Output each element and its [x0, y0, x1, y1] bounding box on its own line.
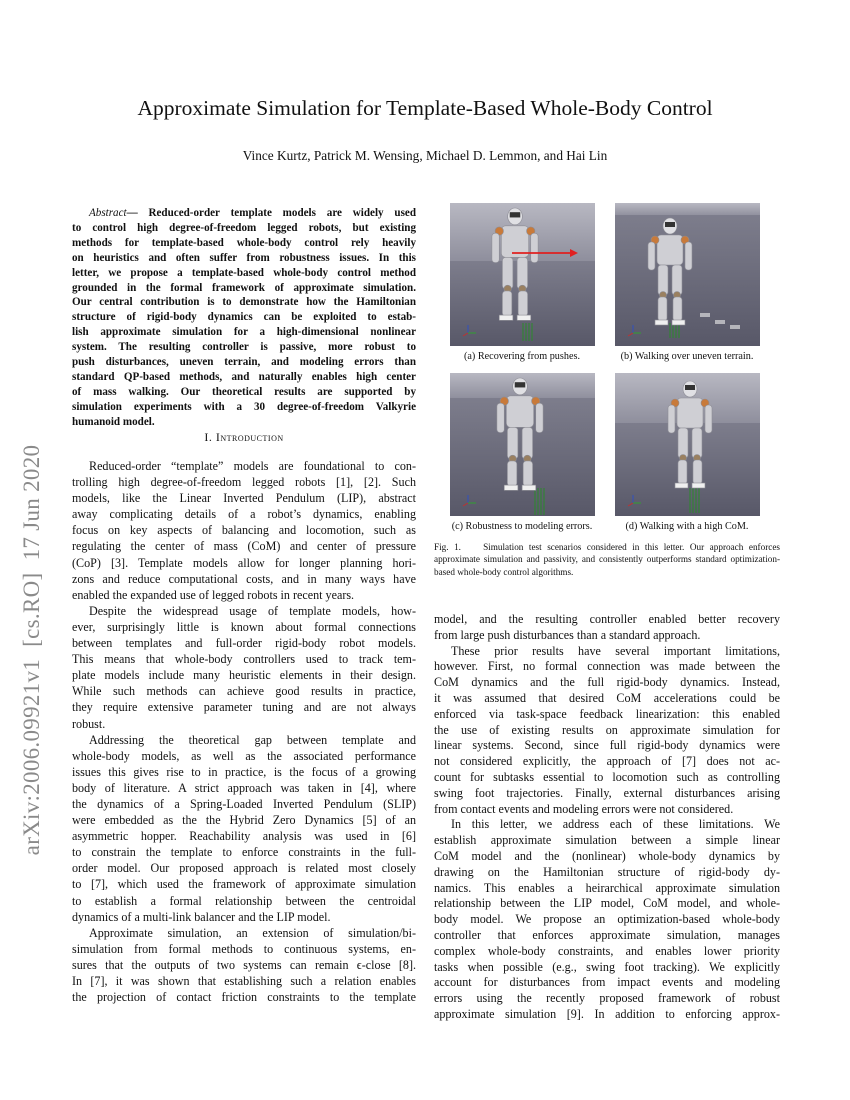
- arxiv-stamp: arXiv:2006.09921v1 [cs.RO] 17 Jun 2020: [19, 444, 44, 856]
- body-text-line: While such methods can achieve good results in practice,: [72, 684, 416, 699]
- body-text-line: errors using the recently proposed framework of robust: [434, 991, 780, 1006]
- body-text-line: These prior results have several important limitations,: [451, 643, 780, 658]
- section-heading-text: I. Introduction: [204, 430, 284, 444]
- abstract-line: humanoid model.: [72, 415, 155, 428]
- body-text-line: regulating the center of mass (CoM) and center of pressure: [72, 539, 416, 554]
- body-text-line: simulation from formal methods to continuous systems, en-: [72, 941, 416, 956]
- body-text-line: it was assumed that desired CoM accelerations could be: [434, 690, 780, 705]
- body-text-line: not considered explicitly, the approach of [7] does not ac-: [434, 754, 780, 769]
- subcaption-c: (c) Robustness to modeling errors.: [451, 521, 593, 532]
- body-text-line: This means that whole-body controllers used to track tem-: [72, 652, 416, 667]
- body-text-line: tasks when possible (e.g., swing foot tracking). We explicitly: [434, 959, 780, 974]
- body-text-line: establish approximate simulation between a simple linear: [434, 833, 780, 848]
- abstract: [72, 206, 416, 430]
- body-text-line: to [7], which used the framework of approximate simulation: [72, 877, 416, 892]
- figure-panel-b: [615, 203, 760, 346]
- section-heading-introduction: [72, 430, 416, 445]
- body-text-line: to establish a formal relationship between the centroidal: [72, 893, 416, 908]
- body-text-line: account for disturbances from impact events and modeling: [434, 975, 780, 990]
- body-text-line: dynamics of a multi-link balancer and the LIP model.: [72, 909, 331, 924]
- author-list: Vince Kurtz, Patrick M. Wensing, Michael D. Lemmon, and Hai Lin: [242, 148, 608, 163]
- body-text-line: however. First, no formal connection was made between the: [434, 659, 780, 674]
- body-text-line: enabled the expanded use of legged robots in recent years.: [72, 587, 355, 602]
- body-text-line: plate models include many heuristic elements in their design.: [72, 668, 416, 683]
- abstract-line: structure of rigid-body dynamics can be exploited to estab-: [72, 311, 416, 324]
- paper-title: Approximate Simulation for Template-Based Whole-Body Control: [137, 96, 713, 120]
- right-column-body: [434, 612, 780, 1023]
- abstract-line: on heuristics and often suffer from robustness issues. In this: [72, 251, 416, 264]
- body-text-line: Approximate simulation, an extension of simulation/bi-: [89, 925, 416, 940]
- body-text-line: body model. We propose an optimization-based whole-body: [434, 912, 780, 927]
- body-text-line: enforced via task-space feedback linearization: this enabled: [434, 706, 780, 721]
- abstract-line: lish approximate simulation for a high-dimensional nonlinear: [72, 326, 416, 339]
- body-text-line: models, like the Linear Inverted Pendulum (LIP), abstract: [72, 491, 416, 506]
- body-text-line: In [7], it was shown that establishing such a relation enables: [72, 974, 416, 988]
- body-text-line: to constrain the template to enforce constraints in the full-: [72, 845, 416, 860]
- abstract-line: to control high degree-of-freedom legged robots, but existing: [72, 221, 416, 234]
- abstract-line: standard QP-based methods, and naturally enables high center: [72, 370, 416, 383]
- body-text-line: between templates and full-order rigid-body robot models.: [72, 636, 416, 651]
- body-text-line: the use of existing results on approximate simulation for: [434, 722, 780, 737]
- body-text-line: Despite the widespread usage of template models, how-: [89, 603, 416, 618]
- abstract-line: grounded in the formal framework of approximate simulation.: [72, 281, 416, 294]
- subcaption-a: (a) Recovering from pushes.: [464, 351, 580, 362]
- body-text-line: approximate simulation [9]. In addition to enforcing approx-: [434, 1006, 780, 1021]
- body-text-line: swing foot trajectories. Finally, external disturbances arising: [434, 785, 780, 800]
- body-text-line: from large push disturbances than a standard approach.: [434, 627, 701, 642]
- figure-panel-c: [450, 373, 595, 516]
- figure-caption-text: Simulation test scenarios considered in this letter. Our approach enforces approximate simulation and passivity, and consistently outperforms standard optimization-based whole-body control algorithms.: [434, 542, 780, 577]
- body-text-line: the dynamics of a Spring-Loaded Inverted Pendulum (SLIP): [72, 796, 416, 811]
- abstract-label: Abstract: [89, 207, 127, 219]
- figure-panel-d: [615, 373, 760, 516]
- body-text-line: trolling high degree-of-freedom legged robots [1], [2]. Such: [72, 475, 416, 490]
- body-text-line: count for subtasks essential to locomotion such as controlling: [434, 769, 780, 784]
- body-text-line: away complicating details of a robot’s dynamics, enabling: [72, 507, 416, 522]
- abstract-line: simulation experiments with a 30 degree-of-freedom Valkyrie: [72, 400, 416, 413]
- body-text-line: CoM model and the (nonlinear) whole-body dynamics by: [434, 848, 780, 863]
- abstract-line: push disturbances, uneven terrain, and modeling errors than: [72, 356, 416, 369]
- body-text-line: from contact events and modeling errors were not considered.: [434, 801, 734, 816]
- abstract-line: methods for template-based whole-body control rely heavily: [72, 236, 416, 249]
- body-text-line: CoM dynamics and the full rigid-body dynamics. Instead,: [434, 675, 780, 690]
- body-text-line: the projection of contact friction constraints to the template: [72, 990, 416, 1005]
- body-text-line: Reduced-order “template” models are foundational to con-: [89, 459, 416, 473]
- body-text-line: ever, surprisingly little is known about formal connections: [72, 619, 416, 634]
- body-text-line: relationship between the LIP model, CoM model, and whole-: [434, 896, 780, 911]
- body-text-line: namics. This enables a heirarchical approximate simulation: [434, 880, 780, 895]
- figure-caption-label: Fig. 1.: [434, 542, 461, 552]
- abstract-line: of mass walking. Our theoretical results are supported by: [72, 385, 416, 398]
- abstract-line: [72, 206, 416, 221]
- body-text-line: sures that the outputs of two systems can remain ϵ-close [8].: [72, 957, 416, 972]
- figure-caption: [434, 541, 780, 578]
- abstract-line: Our central contribution is to demonstrate how the Hamiltonian: [72, 296, 416, 309]
- body-text-line: whole-body models, as well as the associated performance: [72, 748, 416, 763]
- body-text-line: focus on key aspects of balancing and locomotion, such as: [72, 523, 416, 538]
- body-text-line: robust.: [72, 716, 106, 731]
- body-text-line: drawing on the Hamiltonian structure of rigid-body dy-: [434, 864, 780, 879]
- body-text-line: body of literature. A strict approach was taken in [4], where: [72, 780, 416, 795]
- abstract-line: system. The resulting controller is passive, more robust to: [72, 341, 416, 354]
- subcaption-b: (b) Walking over uneven terrain.: [620, 351, 754, 362]
- body-text-line: asymmetric hopper. Reachability analysis was used in [6]: [72, 829, 416, 844]
- body-text-line: Addressing the theoretical gap between template and: [89, 732, 416, 747]
- left-column-body: [72, 458, 416, 1005]
- body-text-line: model, and the resulting controller enabled better recovery: [434, 612, 780, 626]
- body-text-line: they require extensive parameter tuning and are not always: [72, 700, 416, 715]
- body-text-line: were embedded as the the Hybrid Zero Dynamics [5] of an: [72, 813, 416, 828]
- body-text-line: order model. Our proposed approach is related most closely: [72, 861, 416, 876]
- body-text-line: controller that enforces approximate simulation, manages: [434, 927, 780, 942]
- figure-panel-a: [450, 203, 595, 346]
- body-text-line: issues this gives rise to in practice, is the focus of a growing: [72, 764, 416, 779]
- abstract-line-text: — Reduced-order template models are widely used: [126, 207, 416, 219]
- body-text-line: zons and reduce computational costs, and in many ways have: [72, 571, 416, 586]
- body-text-line: linear systems. Second, since full rigid-body dynamics were: [434, 738, 780, 753]
- subcaption-d: (d) Walking with a high CoM.: [625, 521, 749, 532]
- body-text-line: In this letter, we address each of these limitations. We: [451, 817, 780, 832]
- abstract-line: letter, we propose a template-based whole-body control method: [72, 266, 416, 279]
- body-text-line: complex whole-body constraints, and enables lower priority: [434, 943, 780, 958]
- body-text-line: (CoP) [3]. Template models allow for longer planning hori-: [72, 555, 416, 570]
